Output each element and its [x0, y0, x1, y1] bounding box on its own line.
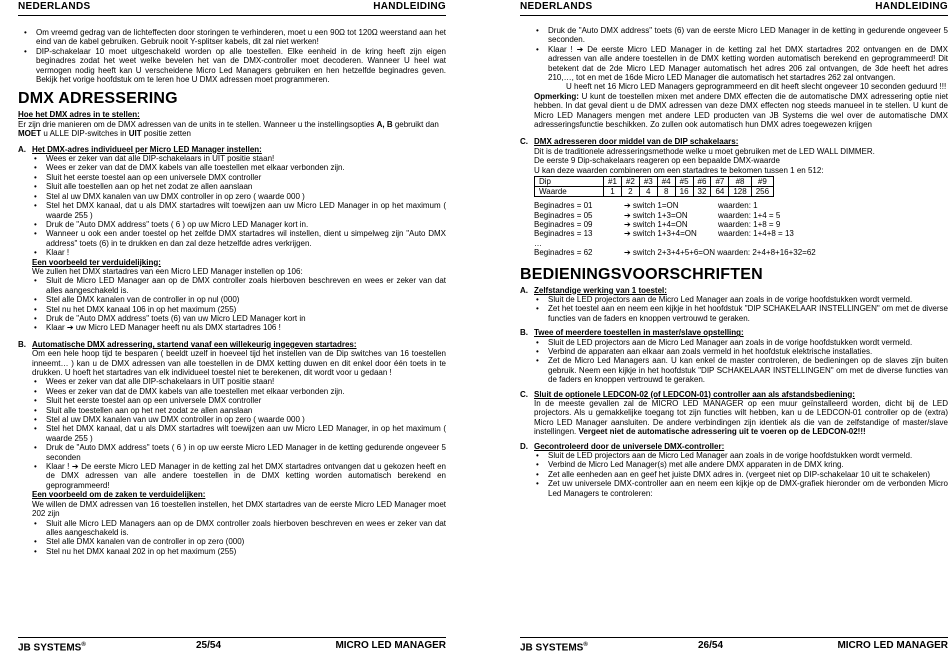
footer-brand: JB SYSTEMS® — [520, 642, 588, 654]
list-item: • Wees er zeker van dat de DMX kabels van alle toestellen met elkaar verbonden zijn. — [18, 387, 446, 396]
table-cell: 256 — [751, 187, 773, 197]
table-cell: 2 — [621, 187, 639, 197]
example-list — [18, 519, 446, 557]
table-cell: Dip — [535, 177, 604, 187]
table-cell: #7 — [711, 177, 729, 187]
list-item: • Sluit het eerste toestel aan op een universele DMX controller — [18, 173, 446, 182]
paragraph: U heeft net 16 Micro LED Managers geprogrammeerd en dit heeft slecht ongeveer 10 seconden geduurd !!! — [566, 82, 947, 92]
list-item: • Klaar ! ➔ De eerste Micro LED Manager in de ketting zal het DMX startadres ontvangen dat u gekozen heeft en de DMX adressen van alle andere toestellen in de DMX ketting worden automatisch berekend en geprogrammeerd! — [18, 462, 446, 490]
table-cell: #4 — [657, 177, 675, 187]
table-cell: #2 — [621, 177, 639, 187]
list-item: • Stel al uw DMX kanalen van uw DMX controller in op zero ( waarde 000 ) — [18, 415, 446, 424]
table-cell: #1 — [604, 177, 622, 187]
table-cell: #8 — [729, 177, 751, 187]
intro-list — [18, 28, 446, 84]
list-item: • Druk de "Auto DMX address" toets ( 6 ) op uw Micro LED Manager kort in. — [18, 220, 446, 229]
header-rule — [18, 15, 446, 16]
header-language: NEDERLANDS — [18, 1, 91, 12]
list-item: • Stel nu het DMX kanaal 106 in op het maximum (255) — [18, 305, 446, 314]
section-a-heading: A. Het DMX-adres individueel per Micro LED Manager instellen: — [18, 144, 262, 154]
op-c-heading: C. Sluit de optionele LEDCON-02 (of LEDCON-01) controller aan als afstandsbediening: — [520, 389, 855, 399]
example-text: We willen de DMX adressen van 16 toestellen instellen, het DMX startadres van de eerste Micro LED Manager moet 202 zijn — [32, 499, 446, 519]
page-header — [18, 2, 446, 16]
left-page — [18, 0, 446, 654]
left-body — [18, 28, 446, 556]
page-number: 26/54 — [698, 640, 724, 651]
page-number: 25/54 — [196, 640, 222, 651]
list-item: • Druk de "Auto DMX address" toets ( 6 ) in op uw eerste Micro LED Manager in de ketting gedurende ongeveer 5 seconden — [18, 443, 446, 462]
list-item: • Sluit het eerste toestel aan op een universele DMX controller — [18, 396, 446, 405]
list-item: • Stel nu het DMX kanaal 202 in op het maximum (255) — [18, 547, 446, 556]
list-item: • Zet uw universele DMX-controller aan en neem een kijkje op de DMX-grafiek hieronder om de verbonden Micro Led Managers te controleren: — [520, 479, 948, 498]
list-item: • Klaar ! ➔ De eerste Micro LED Manager in de ketting zal het DMX startadres 202 ontvangen en de DMX adressen van alle andere toestellen in de DMX ketting worden automatisch berekend en geprogrammeerd! Dit betekent dat de 2de Micro LED Manager automatisch het adres 206 zal ontvangen, de 3de heeft het adres 210,…, tot en met de 16de Micro LED Manager die automatisch het startadres 262 zal ontvangen. — [520, 45, 948, 83]
page-footer — [520, 641, 948, 653]
example-row: Beginadres = 05 ➔ switch 1+3=ON waarden: 1+4 = 5 — [534, 210, 781, 220]
example-heading: Een voorbeeld om de zaken te verduidelijken: — [32, 490, 206, 500]
paragraph: U kan deze waarden combineren om een startadres te bekomen tussen 1 en 512: — [534, 165, 824, 175]
paragraph: Om een hele hoop tijd te besparen ( beeldt uzelf in hoeveel tijd het instellen van de Dip switches van 16 toestellen inneemt… ) kan u de DMX adressen van alle toestellen in de DMX ketting duwen en dit enkel door één toets in te drukken. U hoeft het startadres van elk individueel toestel niet te berekenen, dit wordt voor u gedaan ! — [32, 349, 446, 377]
list-item: • Stel al uw DMX kanalen van uw DMX controller in op zero ( waarde 000 ) — [18, 192, 446, 201]
table-row — [535, 177, 774, 187]
list-item: • Zet alle eenheden aan en geef het juiste DMX adres in. (vergeet niet op DIP-schakelaar 10 uit te schakelen) — [520, 470, 948, 479]
table-cell: 8 — [657, 187, 675, 197]
footer-product: MICRO LED MANAGER — [335, 640, 446, 651]
list-item: • Klaar ! — [18, 248, 446, 257]
list-item: • Wanneer u ook een ander toestel op het zelfde DMX startadres wil instellen, dient u simpelweg zijn "Auto DMX address" toets (6) in te drukken en dan zal deze hetzelfde adres verkrijgen. — [18, 229, 446, 248]
footer-product: MICRO LED MANAGER — [837, 640, 948, 651]
table-cell: 4 — [639, 187, 657, 197]
list-item: • Sluit alle toestellen aan op het net zodat ze allen aanslaan — [18, 406, 446, 415]
subheading: Hoe het DMX adres in te stellen: — [18, 110, 140, 120]
list-item: • Sluit alle toestellen aan op het net zodat ze allen aanslaan — [18, 182, 446, 191]
example-row: Beginadres = 62 ➔ switch 2+3+4+5+6=ON waarden: 2+4+8+16+32=62 — [534, 248, 816, 258]
table-cell: #6 — [693, 177, 711, 187]
dip-table — [534, 176, 774, 197]
paragraph: Er zijn drie manieren om de DMX adressen van de units in te stellen. Wanneer u the instellingsopties A, B gebruikt dan MOET u ALLE DIP-switches in UIT positie zetten — [18, 119, 439, 139]
table-cell: #3 — [639, 177, 657, 187]
page-footer — [18, 641, 446, 653]
header-rule — [520, 15, 948, 16]
section-a-list — [18, 154, 446, 257]
list-item: • Stel het DMX kanaal, dat u als DMX startadres wilt toewijzen aan uw Micro LED Manager, in op het maximum ( waarde 255 ) — [18, 424, 446, 443]
right-page — [520, 0, 948, 654]
section-b-heading: B. Automatische DMX adressering, startend vanaf een willekeurig ingegeven startadres: — [18, 339, 357, 349]
example-list — [18, 276, 446, 332]
list-item: • Verbind de apparaten aan elkaar aan zoals vermeld in het hoofdstuk elektrische installaties. — [520, 347, 948, 356]
list-item: • Verbind de Micro Led Manager(s) met alle andere DMX apparaten in de DMX kring. — [520, 460, 948, 469]
list-item: • Sluit de LED projectors aan de Micro Led Manager aan zoals in de vorige hoofdstukken wordt vermeld. — [520, 295, 948, 304]
op-a-heading: A. Zelfstandige werking van 1 toestel: — [520, 285, 667, 295]
op-a-list — [520, 295, 948, 323]
note-paragraph: Opmerking: U kunt de toestellen mixen met andere DMX effecten die de automatische DMX adressering optie niet hebben. In dat geval dient u de DMX adressen van deze DMX effecten nog steeds manueel in te stellen. U kunt de Micro LED Managers mengen met andere LED producten van JB Systems die wel over de automatische DMX adresseringsfunctie beschikken. Zo zullen ook automatisch hun DMX adres toegewezen krijgen — [534, 91, 948, 130]
list-item: • Sluit de Micro LED Manager aan op de DMX controller zoals hierboven beschreven en wees er zeker van dat alles aangeschakeld is. — [18, 276, 446, 295]
header-manual: HANDLEIDING — [373, 1, 446, 12]
list-item: • Wees er zeker van dat de DMX kabels van alle toestellen met elkaar verbonden zijn. — [18, 163, 446, 172]
list-item: • Stel alle DMX kanalen van de controller in op nul (000) — [18, 295, 446, 304]
list-item: • Klaar ➔ uw Micro LED Manager heeft nu als DMX startadres 106 ! — [18, 323, 446, 332]
header-language: NEDERLANDS — [520, 1, 593, 12]
op-d-heading: D. Gecontroleerd door de universele DMX-controller: — [520, 441, 725, 451]
table-cell: 64 — [711, 187, 729, 197]
op-b-heading: B. Twee of meerdere toestellen in master/slave opstelling: — [520, 328, 744, 338]
list-item: • DIP-schakelaar 10 moet uitgeschakeld worden op alle toestellen. Elke eenheid in de kring heeft zijn eigen beginadres zodat het weet welke bevelen het van de DMX-controller moet decoderen. Wanneer U heel wat vermogen nodig heeft kan U verscheidene Micro Led Managers gebruiken en hen hetzelfde beginadres geven. Bekijk het vorige hoofdstuk om te leren hoe U DMX adressen moet programmeren. — [18, 47, 446, 85]
table-cell: 1 — [604, 187, 622, 197]
list-item: • Zet het toestel aan en neem een kijkje in het hoofdstuk "DIP SCHAKELAAR INSTELLINGEN" om met de diverse functies van de faders en knoppen vertrouwd te geraken. — [520, 304, 948, 323]
list-item: • Sluit de LED projectors aan de Micro Led Manager aan zoals in de vorige hoofdstukken wordt vermeld. — [520, 451, 948, 460]
op-d-list — [520, 451, 948, 498]
table-row — [535, 187, 774, 197]
footer-rule — [520, 637, 948, 638]
list-item: • Wees er zeker van dat alle DIP-schakelaars in UIT positie staan! — [18, 377, 446, 386]
table-cell: Waarde — [535, 187, 604, 197]
list-item: • Zet de Micro Led Managers aan. U kan enkel de master controleren, de bedieningen op de slaves zijn buiten gebruik. Neem een kijkje in het hoofdstuk "DIP SCHAKELAAR INSTELLINGEN" om met de diverse functies van de faders en knoppen vertrouwd te geraken. — [520, 356, 948, 384]
list-item: • Wees er zeker van dat alle DIP-schakelaars in UIT positie staan! — [18, 154, 446, 163]
table-cell: #9 — [751, 177, 773, 187]
example-heading: Een voorbeeld ter verduidelijking: — [32, 257, 161, 267]
example-row: Beginadres = 01 ➔ switch 1=ON waarden: 1 — [534, 201, 758, 211]
section-c-heading: C. DMX adresseren door middel van de DIP schakelaars: — [520, 137, 739, 147]
section-title: BEDIENINGSVOORSCHRIFTEN — [520, 265, 763, 283]
op-b-list — [520, 338, 948, 385]
example-row: Beginadres = 09 ➔ switch 1+4=ON waarden: 1+8 = 9 — [534, 219, 781, 229]
footer-brand: JB SYSTEMS® — [18, 642, 86, 654]
list-item: • Sluit de LED projectors aan de Micro Led Manager aan zoals in de vorige hoofdstukken wordt vermeld. — [520, 338, 948, 347]
list-item: • Druk de "Auto DMX address" toets (6) van uw Micro LED Manager kort in — [18, 314, 446, 323]
right-body — [520, 26, 948, 498]
list-item: • Sluit alle Micro LED Managers aan op de DMX controller zoals hierboven beschreven en wees er zeker van dat alles aangeschakeld is. — [18, 519, 446, 538]
footer-rule — [18, 637, 446, 638]
continued-list — [520, 26, 948, 82]
ellipsis: … — [534, 238, 542, 248]
paragraph: De eerste 9 Dip-schakelaars reageren op een bepaalde DMX-waarde — [534, 156, 780, 166]
paragraph: Dit is de traditionele adresseringsmethode welke u moet gebruiken met de LED WALL DIMMER. — [534, 146, 875, 156]
page-header — [520, 2, 948, 16]
list-item: • Stel alle DMX kanalen van de controller in op zero (000) — [18, 537, 446, 546]
table-cell: #5 — [675, 177, 693, 187]
example-text: We zullen het DMX startadres van een Micro LED Manager instellen op 106: — [32, 266, 303, 276]
paragraph: In de meeste gevallen zal de MICRO LED MANAGER op een muur geïnstalleerd worden, dicht bij de LED projectors. Als u gemakkelijke toegang tot zijn functies wilt hebben, kan u de LEDCON-01 controller op de (extra) Micro LED Manager aansluiten. De andere verbindingen zijn identiek als die van de zelfstandige of master/slave instellingen. Vergeet niet de automatische adressering uit te voeren op de LEDCON-02!!! — [534, 399, 948, 437]
table-cell: 128 — [729, 187, 751, 197]
section-b-list — [18, 377, 446, 490]
section-title: DMX ADRESSERING — [18, 90, 178, 108]
list-item: • Om vreemd gedrag van de lichteffecten door storingen te verhinderen, moet u een 90Ω tot 120Ω weerstand aan het eind van de kabel gebruiken. Gebruik nooit Y-splitser kabels, dit zal niet werken! — [18, 28, 446, 47]
table-cell: 16 — [675, 187, 693, 197]
table-cell: 32 — [693, 187, 711, 197]
list-item: • Druk de "Auto DMX address" toets (6) van de eerste Micro LED Manager in de ketting in gedurende ongeveer 5 seconden. — [520, 26, 948, 45]
example-row: Beginadres = 13 ➔ switch 1+3+4=ON waarden: 1+4+8 = 13 — [534, 229, 794, 239]
header-manual: HANDLEIDING — [875, 1, 948, 12]
list-item: • Stel het DMX kanaal, dat u als DMX startadres wilt toewijzen aan uw Micro LED Manager in op het maximum ( waarde 255 ) — [18, 201, 446, 220]
